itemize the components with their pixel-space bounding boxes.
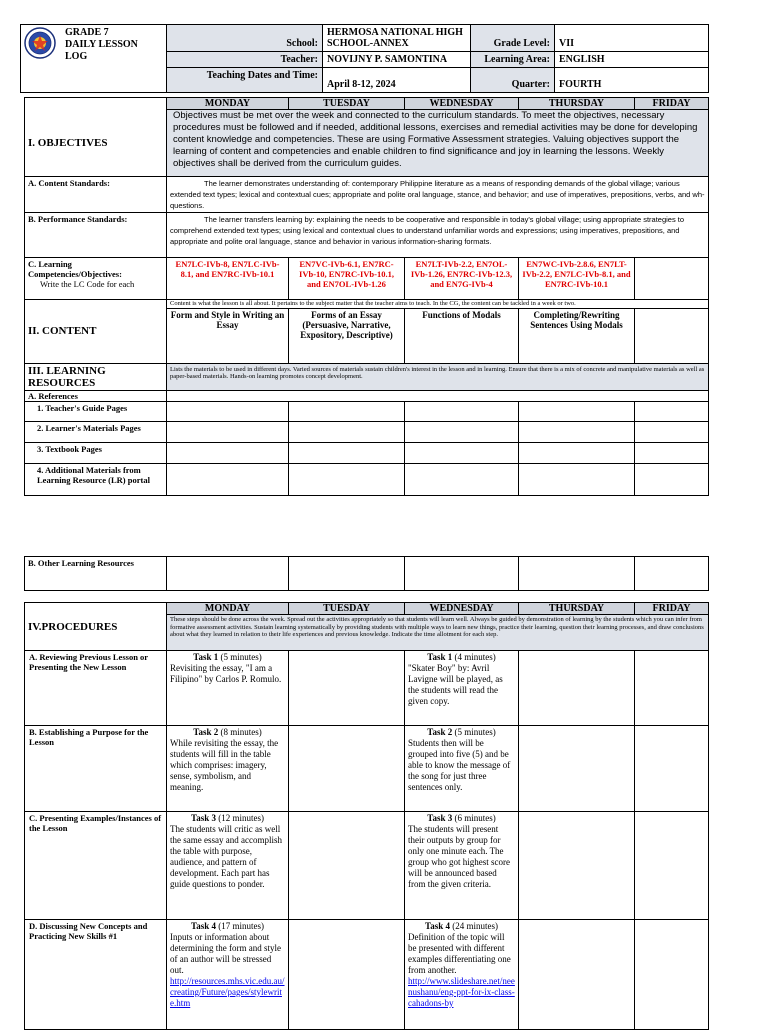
proc-b-label: B. Establishing a Purpose for the Lesson bbox=[25, 726, 167, 812]
competency-monday: EN7LC-IVb-8, EN7LC-IVb-8.1, and EN7RC-IVb-10.1 bbox=[167, 258, 289, 300]
learning-area-value: ENGLISH bbox=[555, 52, 709, 68]
competencies-label-title: C. Learning Competencies/Objectives: bbox=[28, 259, 122, 279]
proc-d-friday bbox=[635, 920, 709, 1030]
am-thursday bbox=[519, 463, 635, 495]
tb-monday bbox=[167, 442, 289, 463]
am-monday bbox=[167, 463, 289, 495]
proc-c-label: C. Presenting Examples/Instances of the Lesson bbox=[25, 812, 167, 920]
proc-a-wednesday-task: Task 1 (4 minutes) bbox=[427, 652, 496, 662]
tb-friday bbox=[635, 442, 709, 463]
proc-d-wednesday-text: Definition of the topic will be presented with different examples differentiating one from another. bbox=[408, 932, 511, 975]
proc-c-monday-text: The students will critic as well the same essay and accomplish the table with purpose, audience, and pattern of development. Each part has guide questions to ponder. bbox=[170, 824, 282, 889]
proc-d-monday-task: Task 4 (17 minutes) bbox=[191, 921, 264, 931]
tg-wednesday bbox=[405, 401, 519, 421]
references-label: A. References bbox=[25, 390, 167, 401]
lm-thursday bbox=[519, 421, 635, 442]
proc-a-wednesday bbox=[405, 651, 519, 726]
content-topic-friday bbox=[635, 308, 709, 363]
dates-value: April 8-12, 2024 bbox=[323, 68, 471, 93]
proc-a-label: A. Reviewing Previous Lesson or Presenting the New Lesson bbox=[25, 651, 167, 726]
content-standards-text: The learner demonstrates understanding of: contemporary Philippine literature as a means of responding demands of the global village; various extended text types; lexical and contextual cues; appropriate and polite oral language, stance, and behavior; and use of imperatives, prepositions, verbs, and wh- questions. bbox=[167, 177, 709, 213]
content-topic-tuesday: Forms of an Essay (Persuasive, Narrative, Expository, Descriptive) bbox=[289, 308, 405, 363]
proc-day-tuesday: TUESDAY bbox=[289, 603, 405, 615]
tg-thursday bbox=[519, 401, 635, 421]
tg-tuesday bbox=[289, 401, 405, 421]
title-cell bbox=[21, 25, 167, 93]
content-topic-thursday: Completing/Rewriting Sentences Using Modals bbox=[519, 308, 635, 363]
content-standards-label: A. Content Standards: bbox=[25, 177, 167, 213]
learning-area-label: Learning Area: bbox=[471, 52, 555, 68]
header-table bbox=[20, 24, 709, 93]
proc-day-monday: MONDAY bbox=[167, 603, 289, 615]
objectives-table bbox=[24, 97, 709, 496]
blank-corner bbox=[25, 98, 167, 110]
tg-friday bbox=[635, 401, 709, 421]
proc-a-monday bbox=[167, 651, 289, 726]
quarter-label: Quarter: bbox=[471, 68, 555, 93]
proc-day-friday: FRIDAY bbox=[635, 603, 709, 615]
olr-thursday bbox=[519, 557, 635, 591]
tb-wednesday bbox=[405, 442, 519, 463]
proc-b-monday bbox=[167, 726, 289, 812]
proc-d-monday bbox=[167, 920, 289, 1030]
resources-label: III. LEARNING RESOURCES bbox=[25, 363, 167, 390]
proc-d-label: D. Discussing New Concepts and Practicing New Skills #1 bbox=[25, 920, 167, 1030]
objectives-text: Objectives must be met over the week and connected to the curriculum standards. To meet the objectives, necessary procedures must be followed and if needed, additional lessons, exercises and remedial activities may be done for developing content knowledge and competencies. These are using Formative Assessment strategies. Valuing objectives support the learning of content and competencies and enable children to find significance and joy in learning the lessons. Weekly objectives shall be derived from the curriculum guides. bbox=[167, 110, 709, 177]
performance-standards-text: The learner transfers learning by: explaining the needs to be cooperative and responsible in today's global village; using appropriate strategies to comprehend extended text types; using lexical and contextual clues to understand unfamiliar words and expressions; using imperatives, prepositions, and appropriate and polite oral language, stance and behavior in various information-sharing formats. bbox=[167, 213, 709, 258]
competency-tuesday: EN7VC-IVb-6.1, EN7RC-IVb-10, EN7RC-IVb-10.1, and EN7OL-IVb-1.26 bbox=[289, 258, 405, 300]
additional-materials-label: 4. Additional Materials from Learning Resource (LR) portal bbox=[25, 463, 167, 495]
competencies-label bbox=[25, 258, 167, 300]
grade-level-value: VII bbox=[555, 25, 709, 52]
proc-b-monday-text: While revisiting the essay, the students will fill in the table which comprises: imagery, sense, symbolism, and meaning. bbox=[170, 738, 279, 792]
dates-label: Teaching Dates and Time: bbox=[167, 68, 323, 93]
proc-b-thursday bbox=[519, 726, 635, 812]
learners-materials-label: 2. Learner's Materials Pages bbox=[25, 421, 167, 442]
tg-monday bbox=[167, 401, 289, 421]
school-label: School: bbox=[167, 25, 323, 52]
dll-title: DAILY LESSON LOG bbox=[65, 39, 138, 62]
quarter-value: FOURTH bbox=[555, 68, 709, 93]
am-tuesday bbox=[289, 463, 405, 495]
proc-c-monday bbox=[167, 812, 289, 920]
objectives-label: I. OBJECTIVES bbox=[25, 110, 167, 177]
procedures-note: These steps should be done across the week. Spread out the activities appropriately so that students will learn well. Always be guided by demonstration of learning by the students which you can infer from formative assessment activities. Sustain learning systematically by providing students with multiple ways to learn new things, practice their learning, question their learning processes, and draw conclusions about what they learned in relation to their life experiences and previous knowledge. Indicate the time allotment for each step. bbox=[167, 615, 709, 651]
proc-b-monday-task: Task 2 (8 minutes) bbox=[193, 727, 262, 737]
proc-d-wednesday-link[interactable]: http://www.slideshare.net/neenushanu/eng-ppt-for-ix-class-cahadons-by bbox=[408, 976, 515, 1008]
resources-note: Lists the materials to be used in different days. Varied sources of materials sustain children's interest in the lesson and in learning. Ensure that there is a mix of concrete and manipulative materials as well as paper-based materials. Hands-on learning promotes concept development. bbox=[167, 363, 709, 390]
proc-day-wednesday: WEDNESDAY bbox=[405, 603, 519, 615]
day-header-tuesday: TUESDAY bbox=[289, 98, 405, 110]
proc-d-tuesday bbox=[289, 920, 405, 1030]
proc-c-wednesday-text: The students will present their outputs by group for only one minute each. The group who got highest score will be announced based from the given criteria. bbox=[408, 824, 510, 889]
content-topic-monday: Form and Style in Writing an Essay bbox=[167, 308, 289, 363]
proc-b-friday bbox=[635, 726, 709, 812]
procedures-table bbox=[24, 602, 709, 1030]
proc-a-friday bbox=[635, 651, 709, 726]
procedures-label: IV.PROCEDURES bbox=[25, 603, 167, 651]
proc-c-wednesday bbox=[405, 812, 519, 920]
competency-wednesday: EN7LT-IVb-2.2, EN7OL-IVb-1.26, EN7RC-IVb-12.3, and EN7G-IVb-4 bbox=[405, 258, 519, 300]
content-topic-wednesday: Functions of Modals bbox=[405, 308, 519, 363]
proc-b-tuesday bbox=[289, 726, 405, 812]
competencies-label-note: Write the LC Code for each bbox=[40, 279, 135, 289]
proc-b-wednesday bbox=[405, 726, 519, 812]
performance-standards-label: B. Performance Standards: bbox=[25, 213, 167, 258]
proc-c-monday-task: Task 3 (12 minutes) bbox=[191, 813, 264, 823]
lm-wednesday bbox=[405, 421, 519, 442]
am-wednesday bbox=[405, 463, 519, 495]
olr-friday bbox=[635, 557, 709, 591]
grade-level-label: Grade Level: bbox=[471, 25, 555, 52]
content-note: Content is what the lesson is all about. It pertains to the subject matter that the teacher aims to teach. In the CG, the content can be tackled in a week or two. bbox=[167, 300, 709, 309]
proc-c-wednesday-task: Task 3 (6 minutes) bbox=[427, 813, 496, 823]
grade-title: GRADE 7 bbox=[65, 27, 109, 38]
olr-wednesday bbox=[405, 557, 519, 591]
proc-c-thursday bbox=[519, 812, 635, 920]
olr-monday bbox=[167, 557, 289, 591]
tb-tuesday bbox=[289, 442, 405, 463]
proc-d-thursday bbox=[519, 920, 635, 1030]
tb-thursday bbox=[519, 442, 635, 463]
references-blank bbox=[167, 390, 709, 401]
lm-monday bbox=[167, 421, 289, 442]
day-header-wednesday: WEDNESDAY bbox=[405, 98, 519, 110]
school-value: HERMOSA NATIONAL HIGH SCHOOL-ANNEX bbox=[323, 25, 471, 52]
proc-d-monday-text: Inputs or information about determining the form and style of an author will be stressed out. bbox=[170, 932, 281, 975]
proc-a-monday-task: Task 1 (5 minutes) bbox=[193, 652, 262, 662]
teachers-guide-label: 1. Teacher's Guide Pages bbox=[25, 401, 167, 421]
proc-a-thursday bbox=[519, 651, 635, 726]
other-resources-label: B. Other Learning Resources bbox=[25, 557, 167, 591]
proc-c-tuesday bbox=[289, 812, 405, 920]
proc-d-monday-link[interactable]: http://resources.mhs.vic.edu.au/creating/Future/pages/stylewrite.htm bbox=[170, 976, 285, 1008]
proc-b-wednesday-task: Task 2 (5 minutes) bbox=[427, 727, 496, 737]
lm-tuesday bbox=[289, 421, 405, 442]
proc-day-thursday: THURSDAY bbox=[519, 603, 635, 615]
am-friday bbox=[635, 463, 709, 495]
day-header-friday: FRIDAY bbox=[635, 98, 709, 110]
teacher-value: NOVIJNY P. SAMONTINA bbox=[323, 52, 471, 68]
day-header-thursday: THURSDAY bbox=[519, 98, 635, 110]
proc-d-wednesday-task: Task 4 (24 minutes) bbox=[425, 921, 498, 931]
proc-c-friday bbox=[635, 812, 709, 920]
teacher-label: Teacher: bbox=[167, 52, 323, 68]
proc-b-wednesday-text: Students then will be grouped into five (5) and be able to know the message of the song for just three sentences only. bbox=[408, 738, 511, 792]
proc-d-wednesday bbox=[405, 920, 519, 1030]
competency-thursday: EN7WC-IVb-2.8.6, EN7LT-IVb-2.2, EN7LC-IVb-8.1, and EN7RC-IVb-10.1 bbox=[519, 258, 635, 300]
proc-a-monday-text: Revisiting the essay, "I am a Filipino" by Carlos P. Romulo. bbox=[170, 663, 282, 684]
lm-friday bbox=[635, 421, 709, 442]
other-resources-table bbox=[24, 556, 709, 591]
competency-friday bbox=[635, 258, 709, 300]
olr-tuesday bbox=[289, 557, 405, 591]
day-header-monday: MONDAY bbox=[167, 98, 289, 110]
proc-a-wednesday-text: "Skater Boy" by: Avril Lavigne will be played, as the students will read the given copy. bbox=[408, 663, 503, 706]
textbook-pages-label: 3. Textbook Pages bbox=[25, 442, 167, 463]
content-label: II. CONTENT bbox=[25, 300, 167, 364]
proc-a-tuesday bbox=[289, 651, 405, 726]
